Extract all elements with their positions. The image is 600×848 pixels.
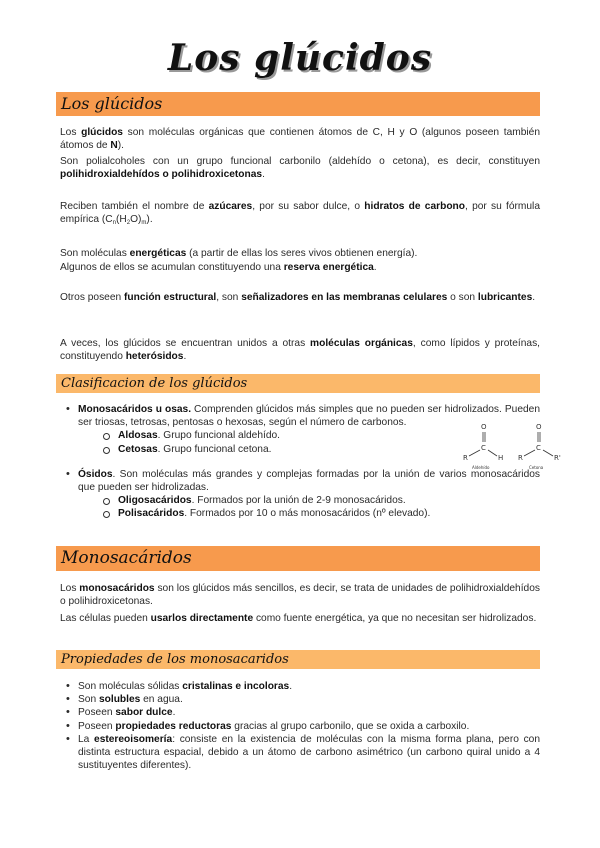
aldehyde-h: H (498, 454, 504, 462)
section-header-propiedades: Propiedades de los monosacaridos (56, 650, 540, 669)
list-item-polisacaridos: Polisacáridos. Formados por 10 o más monosacáridos (nº elevado). (78, 507, 540, 520)
intro-paragraph-2: Son polialcoholes con un grupo funcional carbonilo (aldehído o cetona), es decir, constituyen polihidroxialdehídos o polihidroxicetonas. (60, 156, 540, 181)
list-item-oligosacaridos: Oligosacáridos. Formados por la unión de 2-9 monosacáridos. (78, 494, 540, 507)
aldehyde-oxygen: O (481, 423, 487, 431)
list-item-aldosas: Aldosas. Grupo funcional aldehído. (78, 429, 540, 442)
ketone-label: Cetona (529, 465, 544, 470)
list-item-monosacaridos: • Monosacáridos u osas. Comprenden glúcidos más simples que no pueden ser hidrolizados. Pueden ser triosas, tetrosas, pentosas o hexosas, según el número de carbonos. Aldosas. Grupo funcional aldehído. Cetosas. Grupo funcional cetona. (60, 403, 540, 456)
intro-paragraph-6: Otros poseen función estructural, son señalizadores en las membranas celulares o son lubricantes. (60, 292, 536, 303)
intro-paragraph-3: Reciben también el nombre de azúcares, por su sabor dulce, o hidratos de carbono, por su fórmula empírica $(C_n(H_2O)_m)$. (60, 201, 540, 227)
page-title: Los glúcidos (167, 37, 433, 79)
propiedades-list (60, 680, 540, 772)
intro-paragraph-1: Los glúcidos son moléculas orgánicas que contienen átomos de C, H y O (algunos poseen también átomos de N). (60, 127, 540, 152)
intro-paragraph-4: Son moléculas energéticas (a partir de ellas los seres vivos obtienen energía). (60, 248, 418, 259)
section-header-monosacaridos: Monosacáridos (56, 546, 540, 571)
mono-paragraph-1: Los monosacáridos son los glúcidos más sencillos, es decir, se trata de unidades de polihidroxialdehídos o polihidroxicetonas. (60, 583, 540, 608)
ketone-oxygen: O (536, 423, 542, 431)
aldehyde-r: R (463, 454, 468, 462)
list-item-osidos: • Ósidos. Son moléculas más grandes y complejas formadas por la unión de varios monosacáridos que pueden ser hidrolizadas. Oligosacáridos. Formados por la unión de 2-9 monosacáridos. Polisacáridos. Formados por 10 o más monosacáridos (nº elevado). (60, 468, 540, 521)
ketone-r: R (518, 454, 523, 462)
list-item-prop-3: • Poseen sabor dulce. (60, 706, 540, 719)
mono-paragraph-2: Las células pueden usarlos directamente como fuente energética, ya que no necesitan ser hidrolizados. (60, 613, 537, 624)
list-item-prop-2: • Son solubles en agua. (60, 693, 540, 706)
carbonyl-groups-diagram (458, 422, 568, 470)
intro-paragraph-5: Algunos de ellos se acumulan constituyendo una reserva energética. (60, 262, 377, 273)
list-item-cetosas: Cetosas. Grupo funcional cetona. (78, 443, 540, 456)
aldehyde-label: Aldehído (472, 465, 490, 470)
section-header-clasificacion: Clasificacion de los glúcidos (56, 374, 540, 393)
list-item-prop-4: • Poseen propiedades reductoras gracias al grupo carbonilo, que se oxida a carboxilo. (60, 720, 540, 733)
aldehyde-carbon: C (481, 444, 486, 452)
section-header-los-glucidos: Los glúcidos (56, 92, 540, 116)
ketone-carbon: C (536, 444, 541, 452)
list-item-prop-1: • Son moléculas sólidas cristalinas e incoloras. (60, 680, 540, 693)
intro-paragraph-7: A veces, los glúcidos se encuentran unidos a otras moléculas orgánicas, como lípidos y proteínas, constituyendo heterósidos. (60, 338, 540, 363)
ketone-r-prime: R' (554, 454, 561, 462)
list-item-prop-5: • La estereoisomería: consiste en la existencia de moléculas con la misma forma plana, pero con distinta estructura espacial, debido a un átomo de carbono asimétrico (un carbono quiral unido a 4 sustituyentes diferentes). (60, 733, 540, 773)
